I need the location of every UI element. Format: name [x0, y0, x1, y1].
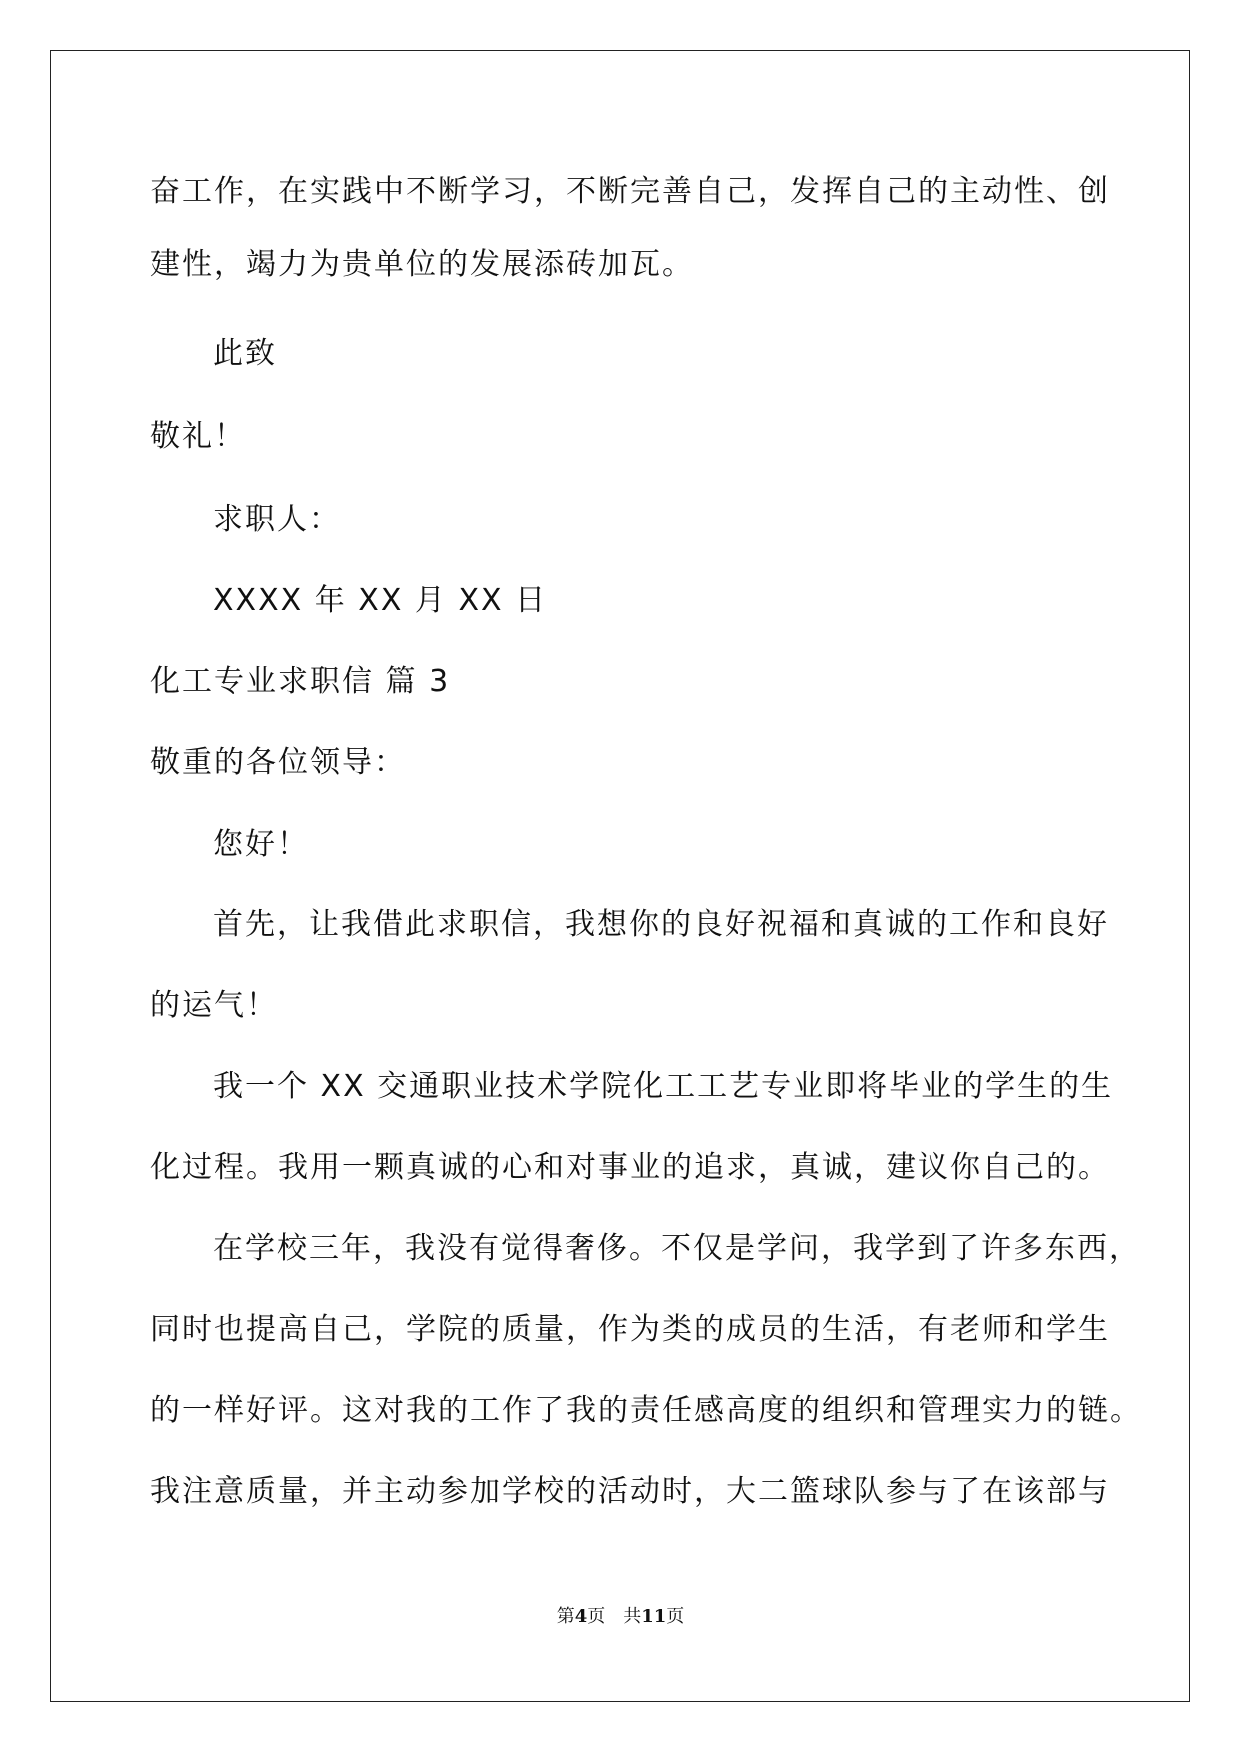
text-line: 建性，竭力为贵单位的发展添砖加瓦。: [150, 247, 694, 282]
text-line: 我注意质量，并主动参加学校的活动时，大二篮球队参与了在该部与: [150, 1474, 1110, 1509]
footer-page-word: 页: [587, 1606, 606, 1627]
text-line: 化过程。我用一颗真诚的心和对事业的追求，真诚，建议你自己的。: [150, 1150, 1110, 1185]
closing-respect: 敬礼！: [150, 419, 246, 454]
text-line: 的运气！: [150, 988, 278, 1023]
closing-salutation: 此致: [213, 336, 277, 371]
footer-current-page: 4: [574, 1606, 588, 1627]
text-line: 奋工作，在实践中不断学习，不断完善自己，发挥自己的主动性、创: [150, 174, 1110, 209]
page-footer: [0, 1602, 1241, 1628]
date-line: XXXX 年 XX 月 XX 日: [213, 583, 548, 618]
text-line: 在学校三年，我没有觉得奢侈。不仅是学问，我学到了许多东西，: [213, 1231, 1141, 1266]
footer-total-prefix: 共: [623, 1606, 642, 1627]
text-line: 我一个 XX 交通职业技术学院化工工艺专业即将毕业的学生的生: [213, 1069, 1114, 1104]
text-line: 首先，让我借此求职信，我想你的良好祝福和真诚的工作和良好: [213, 907, 1109, 942]
salutation: 敬重的各位领导：: [150, 745, 406, 780]
section-heading: 化工专业求职信 篇 3: [150, 664, 451, 699]
text-line: 的一样好评。这对我的工作了我的责任感高度的组织和管理实力的链。: [150, 1393, 1142, 1428]
footer-total-suffix: 页: [666, 1606, 685, 1627]
text-line: 同时也提高自己，学院的质量，作为类的成员的生活，有老师和学生: [150, 1312, 1110, 1347]
footer-total-pages: 11: [641, 1606, 667, 1627]
greeting: 您好！: [213, 827, 309, 862]
applicant-label: 求职人：: [213, 502, 341, 537]
footer-prefix: 第: [556, 1606, 575, 1627]
